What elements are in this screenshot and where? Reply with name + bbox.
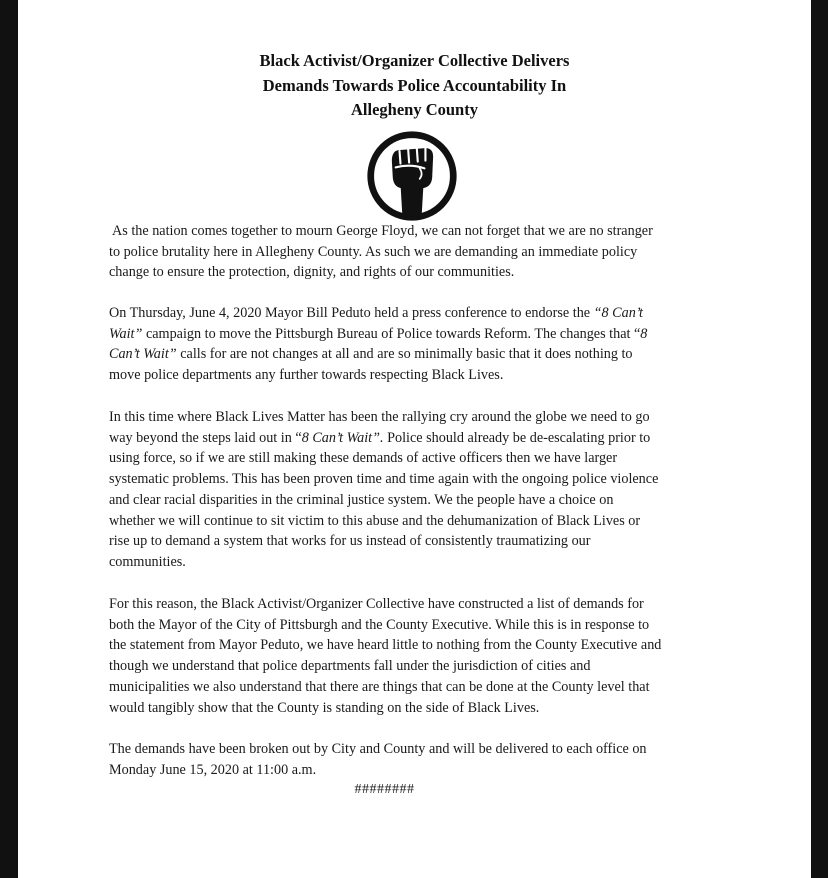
text-line: On Thursday, June 4, 2020 Mayor Bill Peduto held a press conference to endorse the “8 Can’t [109,305,643,321]
paragraph-3 [109,407,739,573]
text-line: In this time where Black Lives Matter has been the rallying cry around the globe we need to go [109,409,650,425]
text-line: though we understand that police departments fall under the jurisdiction of cities and [109,658,591,675]
text-line: move police departments any further towards respecting Black Lives. [109,367,504,384]
text-line: municipalities we also understand that there are things that can be done at the County level that [109,678,650,695]
text-line: would tangibly show that the County is standing on the side of Black Lives. [109,699,540,716]
text-line: using force, so if we are still making these demands of active officers then we have larger [109,450,618,467]
document-page [18,0,811,878]
text-line: Wait” campaign to move the Pittsburgh Bureau of Police towards Reform. The changes that “8 [109,325,648,342]
text-line: Can’t Wait” calls for are not changes at all and are so minimally basic that it does nothing to [109,346,633,363]
text-line: whether we will continue to sit victim to this abuse and the dehumanization of Black Lives or [109,512,641,529]
document-title [18,49,811,123]
text-line: As the nation comes together to mourn George Floyd, we can not forget that we are no stranger [112,223,653,239]
title-line: Black Activist/Organizer Collective Delivers [259,51,570,70]
paragraph-2 [109,303,739,386]
text-line: systematic problems. This has been proven time and time again with the ongoing police violence [109,471,659,488]
text-line: change to ensure the protection, dignity, and rights of our communities. [109,264,515,281]
text-line: to police brutality here in Allegheny County. As such we are demanding an immediate policy [109,243,638,260]
paragraph-5 [109,739,739,780]
text-line: For this reason, the Black Activist/Organizer Collective have constructed a list of demands for [109,596,644,612]
raised-fist-icon [364,128,460,224]
text-line: both the Mayor of the City of Pittsburgh and the County Executive. While this is in response to [109,616,650,633]
text-line: and clear racial disparities in the criminal justice system. We the people have a choice on [109,491,614,508]
text-line: way beyond the steps laid out in “8 Can’t Wait”. Police should already be de-escalating prior to [109,429,651,446]
end-mark: ######## [354,782,415,797]
text-line: communities. [109,553,186,570]
text-line: Monday June 15, 2020 at 11:00 a.m. [109,761,317,778]
text-line: the statement from Mayor Peduto, we have heard little to nothing from the County Executive and [109,637,662,654]
text-line: The demands have been broken out by City and County and will be delivered to each office on [109,741,647,757]
paragraph-4 [109,594,739,718]
paragraph-1 [109,221,739,283]
text-line: rise up to demand a system that works for us instead of consistently traumatizing our [109,533,591,550]
title-line: Allegheny County [351,100,478,119]
title-line: Demands Towards Police Accountability In [262,75,567,95]
